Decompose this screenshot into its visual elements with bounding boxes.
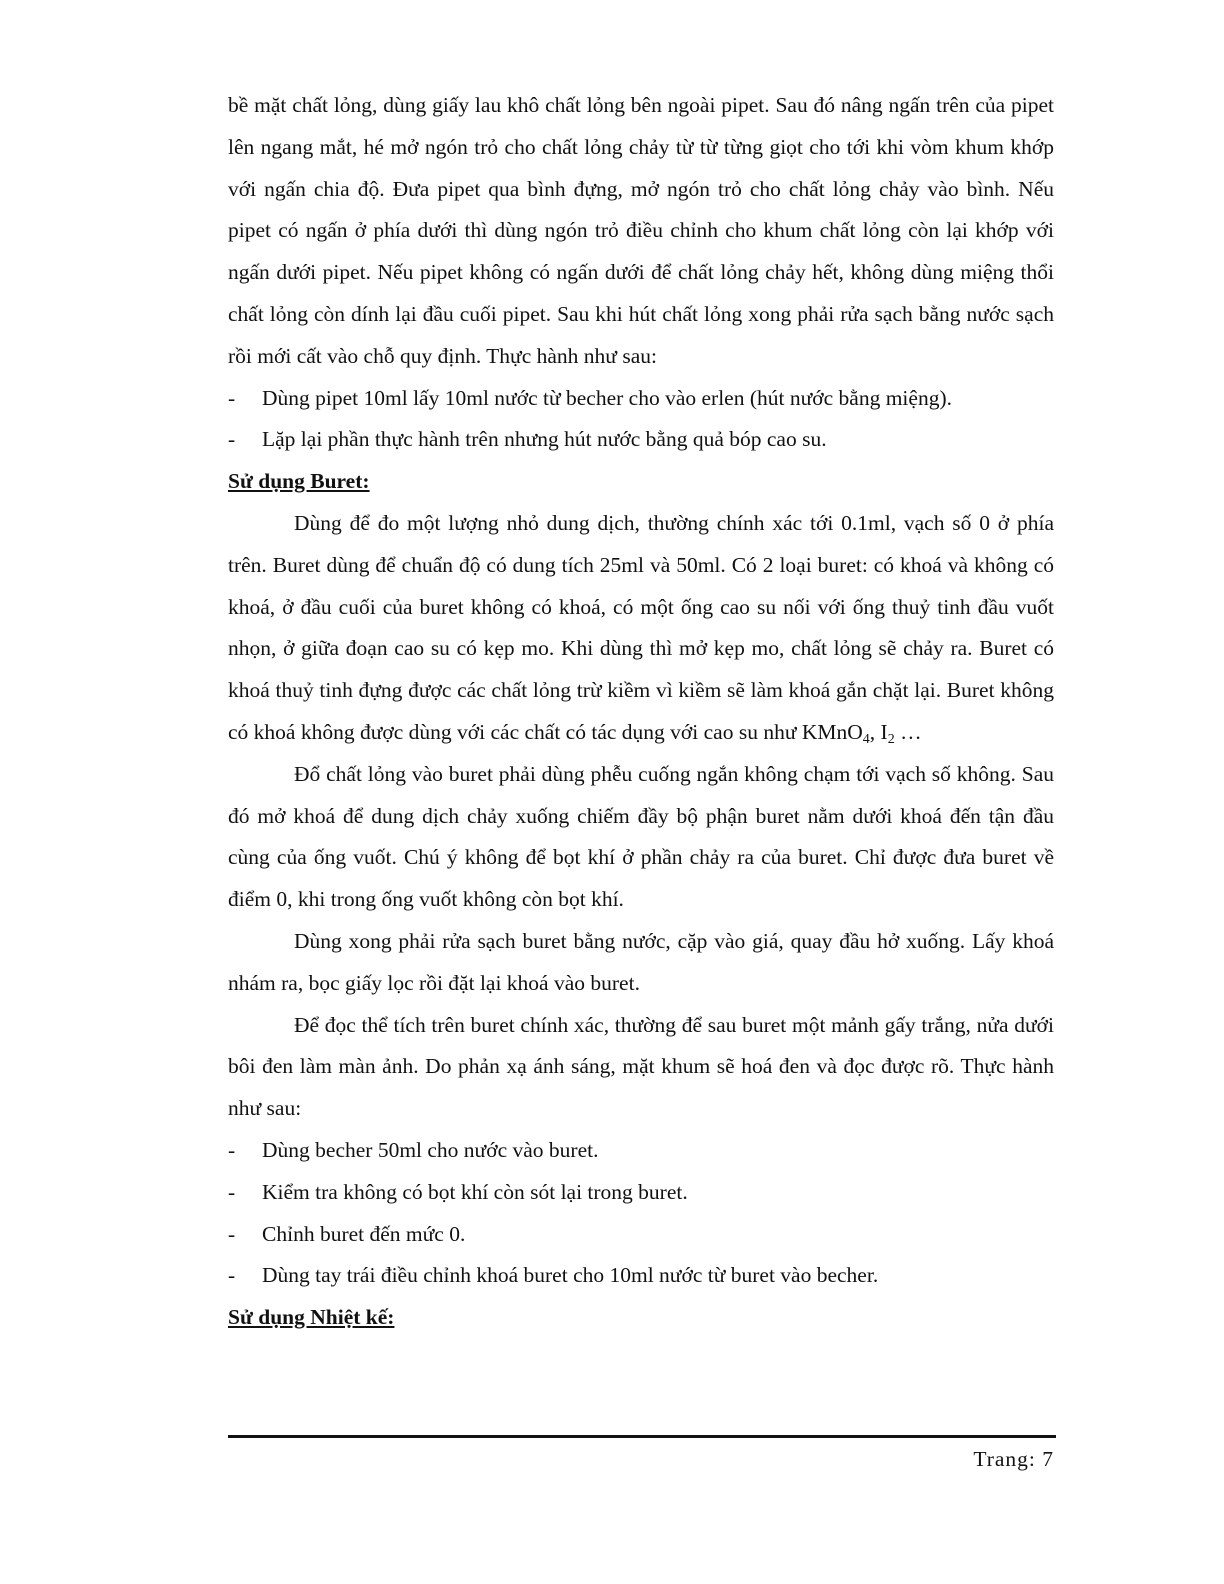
buret-paragraph-1 (228, 503, 1054, 754)
buret-paragraph-3: Dùng xong phải rửa sạch buret bằng nước, cặp vào giá, quay đầu hở xuống. Lấy khoá nhám ra, bọc giấy lọc rồi đặt lại khoá vào buret. (228, 928, 1054, 995)
pipet-step (228, 419, 1054, 461)
bullet-dash: - (228, 385, 236, 410)
pipet-step (228, 378, 1054, 420)
pipet-step-text: Dùng pipet 10ml lấy 10ml nước từ becher cho vào erlen (hút nước bằng miệng). (262, 385, 952, 410)
footer-divider (228, 1435, 1056, 1438)
pipet-step-text: Lặp lại phần thực hành trên nhưng hút nước bằng quả bóp cao su. (262, 427, 827, 452)
intro-paragraph: bề mặt chất lỏng, dùng giấy lau khô chất lỏng bên ngoài pipet. Sau đó nâng ngấn trên của pipet lên ngang mắt, hé mở ngón trỏ cho chất lỏng chảy từ từ từng giọt cho tới khi vòm khum khớp với ngấn chia độ. Đưa pipet qua bình đựng, mở ngón trỏ cho chất lỏng chảy vào bình. Nếu pipet có ngấn ở phía dưới thì dùng ngón trỏ điều chỉnh cho khum chất lỏng còn lại khớp với ngấn dưới pipet. Nếu pipet không có ngấn dưới để chất lỏng chảy hết, không dùng miệng thổi chất lỏng còn dính lại đầu cuối pipet. Sau khi hút chất lỏng xong phải rửa sạch bằng nước sạch rồi mới cất vào chỗ quy định. Thực hành như sau: (228, 93, 1054, 368)
buret-paragraph-1-text: Dùng để đo một lượng nhỏ dung dịch, thường chính xác tới 0.1ml, vạch số 0 ở phía trên. Buret dùng để chuẩn độ có dung tích 25ml và 50ml. Có 2 loại buret: có khoá và không có khoá, ở đầu cuối của buret không có khoá, có một ống cao su nối với ống thuỷ tinh đầu vuốt nhọn, ở giữa đoạn cao su có kẹp mo. Khi dùng thì mở kẹp mo, chất lỏng sẽ chảy ra. Buret có khoá thuỷ tinh đựng được các chất lỏng trừ kiềm vì kiềm sẽ làm khoá gắn chặt lại. Buret không có khoá không được dùng với các chất có tác dụng với cao su như KMnO (228, 510, 1054, 744)
subscript-4: 4 (862, 731, 870, 747)
bullet-dash: - (228, 1137, 236, 1162)
buret-step (228, 1214, 1054, 1256)
bullet-dash: - (228, 1179, 236, 1204)
buret-paragraph-1-mid: , I (869, 719, 888, 744)
buret-step (228, 1130, 1054, 1172)
buret-paragraph-2: Đổ chất lỏng vào buret phải dùng phễu cuống ngắn không chạm tới vạch số không. Sau đó mở khoá để dung dịch chảy xuống chiếm đầy bộ phận buret nằm dưới khoá đến tận đầu cùng của ống vuốt. Chú ý không để bọt khí ở phần chảy ra của buret. Chỉ được đưa buret về điểm 0, khi trong ống vuốt không còn bọt khí. (228, 761, 1054, 912)
buret-step (228, 1172, 1054, 1214)
page-number: Trang: 7 (973, 1447, 1054, 1471)
page-content (228, 85, 1054, 1339)
bullet-dash: - (228, 427, 236, 452)
buret-step-text: Dùng becher 50ml cho nước vào buret. (262, 1137, 599, 1162)
bullet-dash: - (228, 1221, 236, 1246)
bullet-dash: - (228, 1263, 236, 1288)
thermometer-heading: Sử dụng Nhiệt kế: (228, 1305, 395, 1330)
buret-step-text: Dùng tay trái điều chỉnh khoá buret cho 10ml nước từ buret vào becher. (262, 1263, 879, 1288)
buret-paragraph-1-end: … (894, 719, 922, 744)
buret-step (228, 1255, 1054, 1297)
subscript-2: 2 (887, 731, 895, 747)
buret-paragraph-4: Để đọc thể tích trên buret chính xác, thường để sau buret một mảnh gấy trắng, nửa dưới bôi đen làm màn ảnh. Do phản xạ ánh sáng, mặt khum sẽ hoá đen và đọc được rõ. Thực hành như sau: (228, 1012, 1054, 1121)
buret-heading: Sử dụng Buret: (228, 469, 370, 494)
buret-step-text: Kiểm tra không có bọt khí còn sót lại trong buret. (262, 1179, 688, 1204)
buret-step-text: Chỉnh buret đến mức 0. (262, 1221, 466, 1246)
